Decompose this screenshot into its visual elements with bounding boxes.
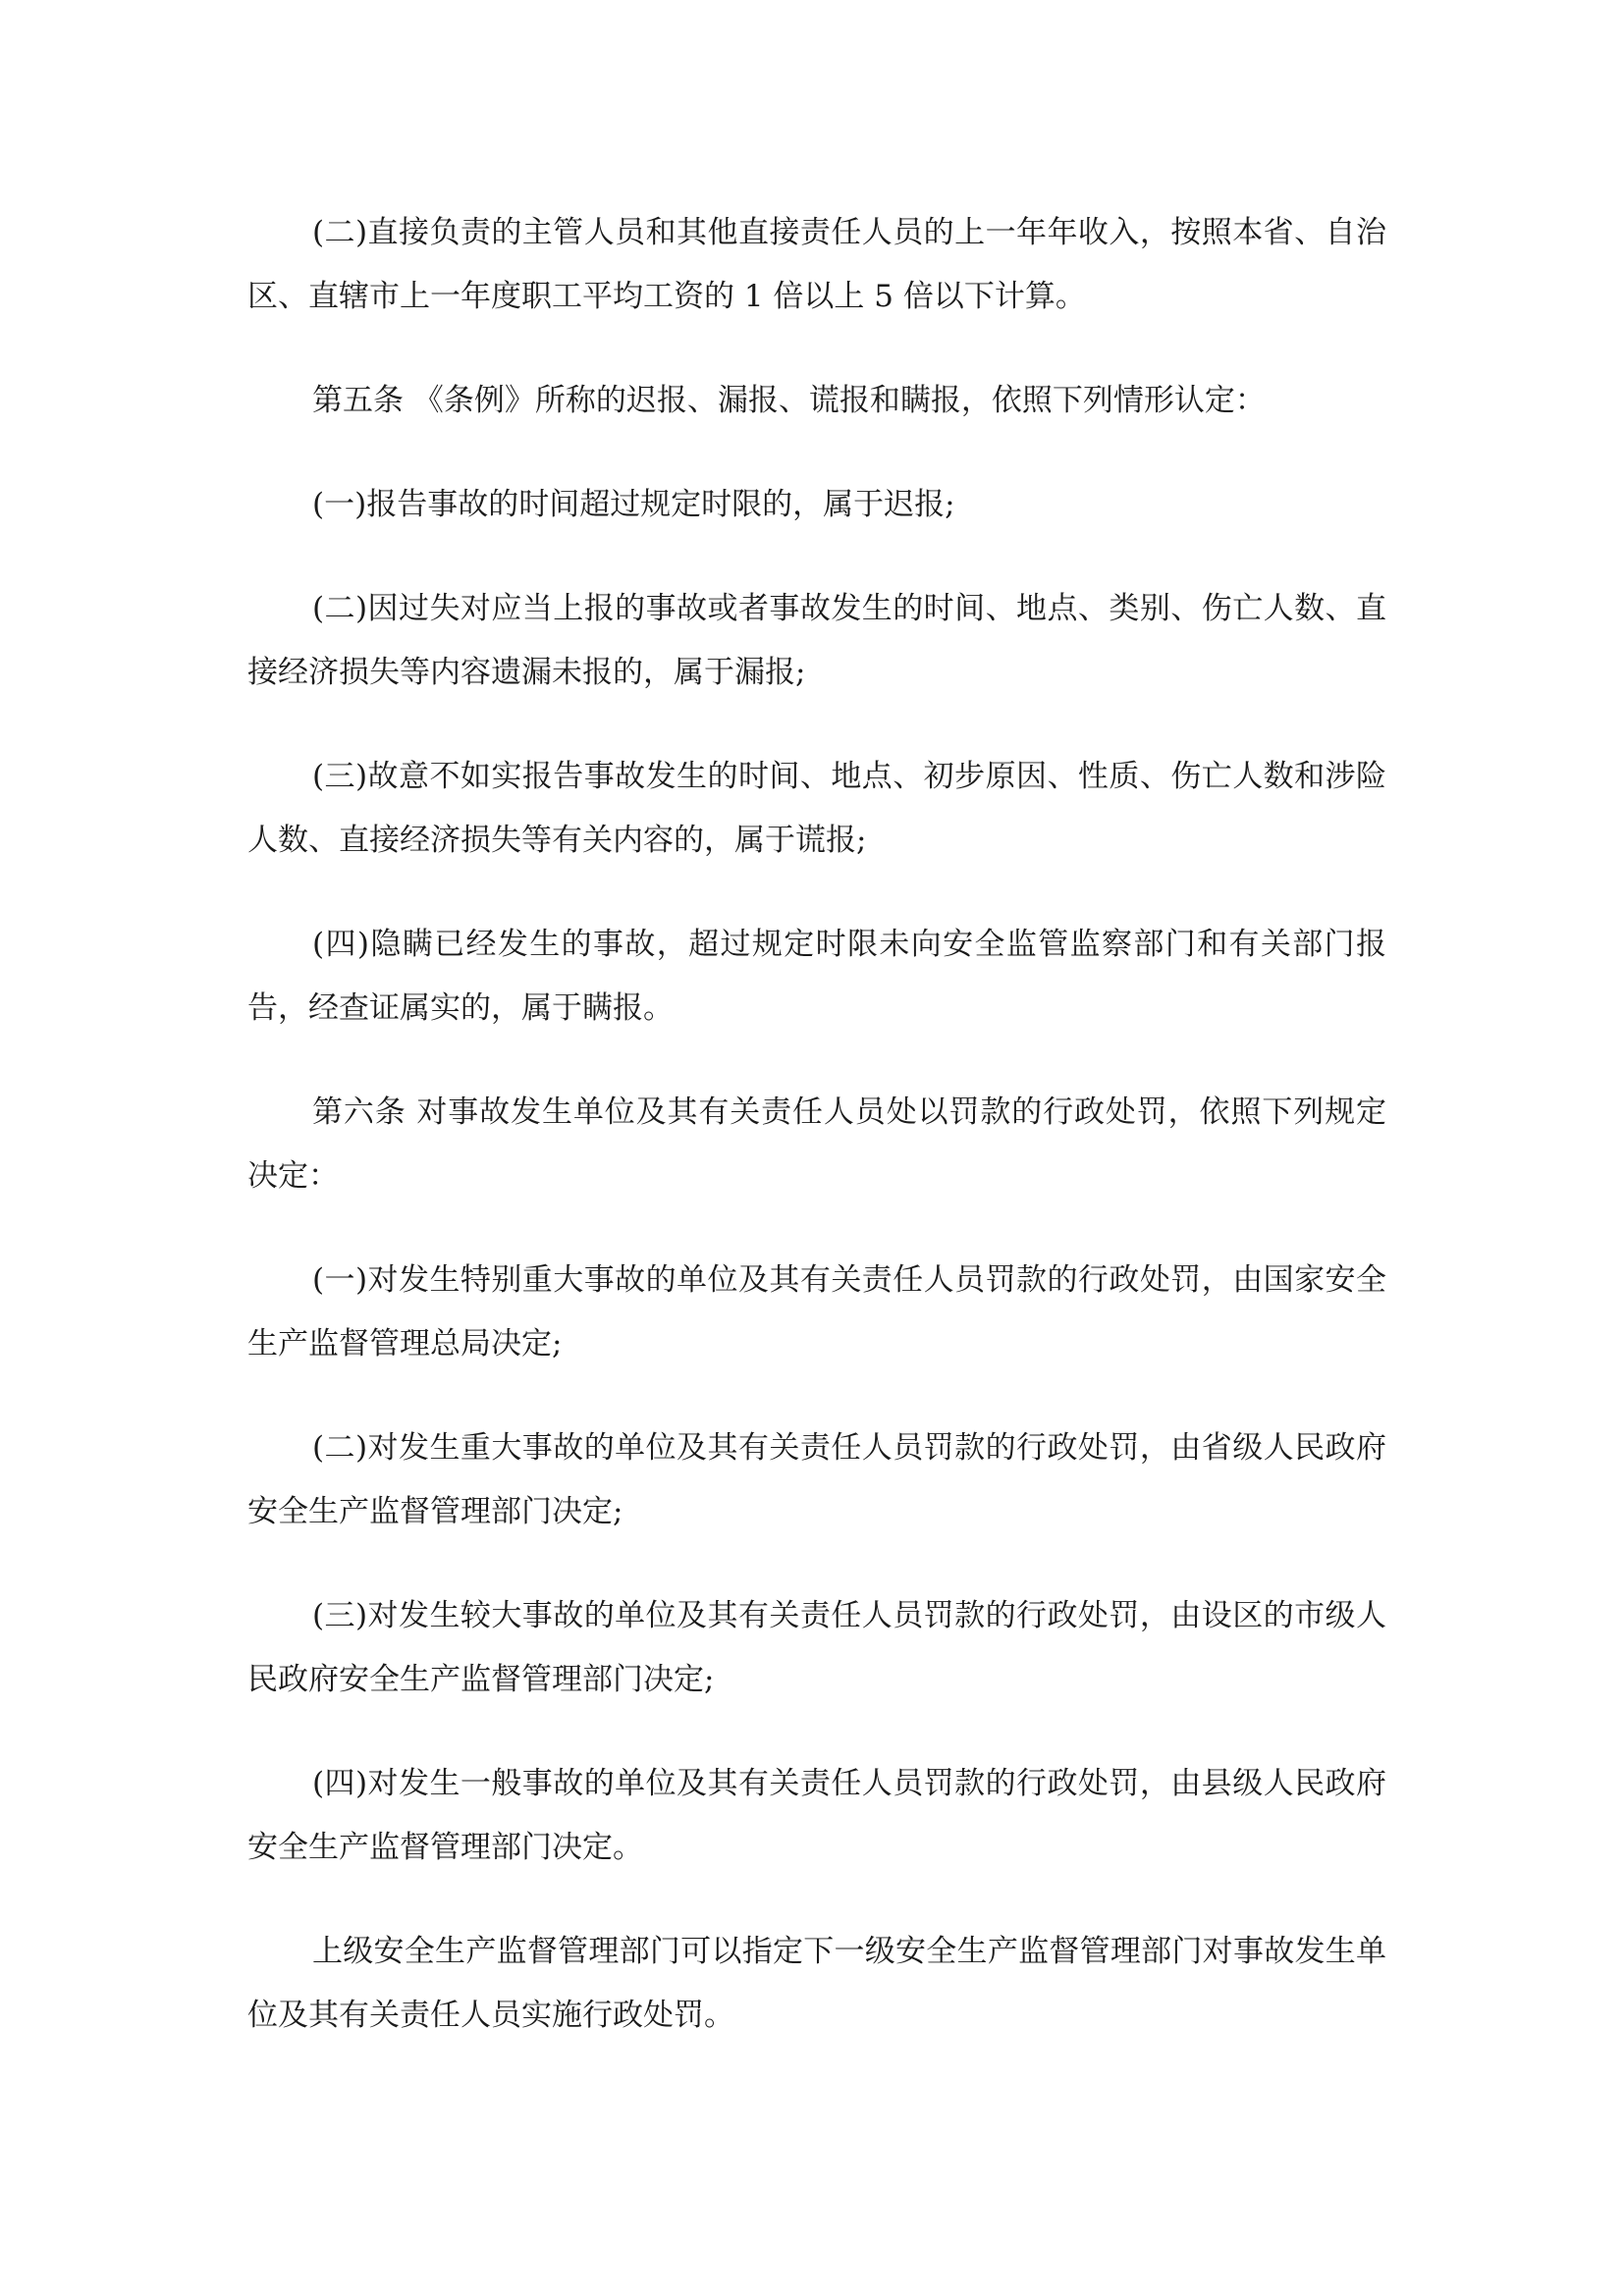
paragraph-general-accident: (四)对发生一般事故的单位及其有关责任人员罚款的行政处罚，由县级人民政府安全生产监督管理部门决定。 — [247, 1766, 1386, 1865]
paragraph-false-report: (三)故意不如实报告事故发生的时间、地点、初步原因、性质、伤亡人数和涉险人数、直接经济损失等有关内容的，属于谎报; — [247, 759, 1386, 858]
paragraph-concealed-report: (四)隐瞒已经发生的事故，超过规定时限未向安全监管监察部门和有关部门报告，经查证属实的，属于瞒报。 — [247, 927, 1386, 1026]
document-body — [247, 201, 1386, 2048]
paragraph-delegation: 上级安全生产监督管理部门可以指定下一级安全生产监督管理部门对事故发生单位及其有关责任人员实施行政处罚。 — [247, 1934, 1386, 2033]
paragraph-late-report: (一)报告事故的时间超过规定时限的，属于迟报; — [312, 487, 955, 522]
paragraph-omitted-report: (二)因过失对应当上报的事故或者事故发生的时间、地点、类别、伤亡人数、直接经济损失等内容遗漏未报的，属于漏报; — [247, 591, 1386, 690]
paragraph-major-accident: (二)对发生重大事故的单位及其有关责任人员罚款的行政处罚，由省级人民政府安全生产监督管理部门决定; — [247, 1430, 1386, 1529]
paragraph-article-6: 第六条 对事故发生单位及其有关责任人员处以罚款的行政处罚，依照下列规定决定： — [247, 1095, 1386, 1194]
paragraph-article-5: 第五条 《条例》所称的迟报、漏报、谎报和瞒报，依照下列情形认定： — [312, 383, 1266, 418]
paragraph-item-2-income-calculation: (二)直接负责的主管人员和其他直接责任人员的上一年年收入，按照本省、自治区、直辖市上一年度职工平均工资的 1 倍以上 5 倍以下计算。 — [247, 215, 1386, 314]
paragraph-larger-accident: (三)对发生较大事故的单位及其有关责任人员罚款的行政处罚，由设区的市级人民政府安全生产监督管理部门决定; — [247, 1598, 1386, 1697]
paragraph-especially-major-accident: (一)对发生特别重大事故的单位及其有关责任人员罚款的行政处罚，由国家安全生产监督管理总局决定; — [247, 1262, 1386, 1362]
